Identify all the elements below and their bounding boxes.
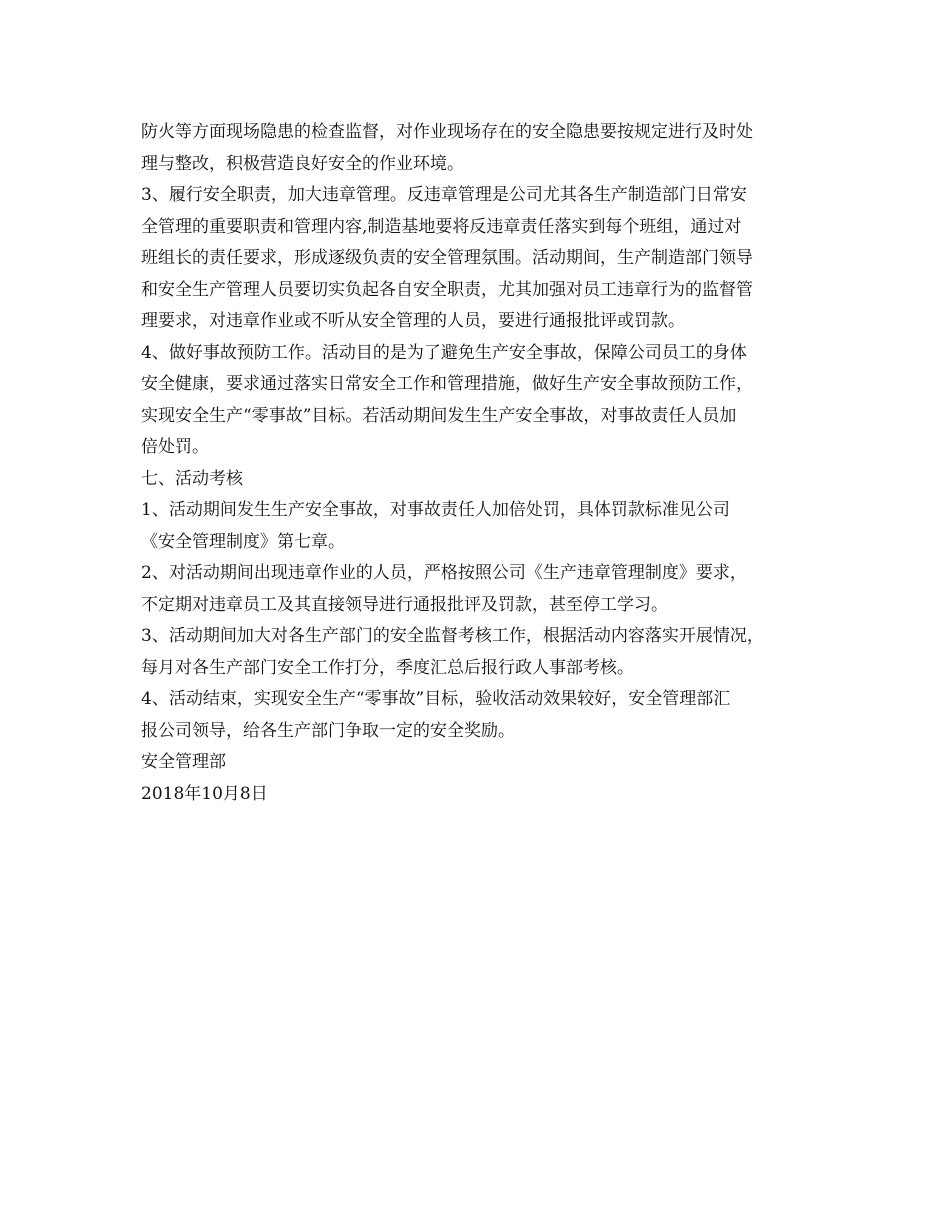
text-line: 4、活动结束，实现安全生产“零事故”目标，验收活动效果较好，安全管理部汇 xyxy=(141,689,731,709)
text-line: 实现安全生产“零事故”目标。若活动期间发生生产安全事故，对事故责任人员加 xyxy=(141,405,737,426)
text-line: 《安全管理制度》第七章。 xyxy=(141,531,345,552)
text-line: 安全健康，要求通过落实日常安全工作和管理措施，做好生产安全事故预防工作， xyxy=(141,374,753,394)
text-line: 班组长的责任要求，形成逐级负责的安全管理氛围。活动期间，生产制造部门领导 xyxy=(141,248,753,268)
document-body xyxy=(141,117,811,810)
text-line: 全管理的重要职责和管理内容,制造基地要将反违章责任落实到每个班组，通过对 xyxy=(141,216,742,237)
text-line: 不定期对违章员工及其直接领导进行通报批评及罚款，甚至停工学习。 xyxy=(141,594,668,615)
section-heading: 七、活动考核 xyxy=(141,468,243,489)
text-line: 理要求，对违章作业或不听从安全管理的人员，要进行通报批评或罚款。 xyxy=(141,311,685,331)
text-line: 1、活动期间发生生产安全事故，对事故责任人加倍处罚，具体罚款标准见公司 xyxy=(141,500,730,520)
text-line: 3、活动期间加大对各生产部门的安全监督考核工作，根据活动内容落实开展情况， xyxy=(141,626,764,646)
text-line: 倍处罚。 xyxy=(141,437,209,457)
text-line: 2、对活动期间出现违章作业的人员，严格按照公司《生产违章管理制度》要求， xyxy=(141,563,747,583)
text-line: 3、履行安全职责，加大违章管理。反违章管理是公司尤其各生产制造部门日常安 xyxy=(141,185,747,205)
text-line: 和安全生产管理人员要切实负起各自安全职责，尤其加强对员工违章行为的监督管 xyxy=(141,279,753,300)
text-line: 每月对各生产部门安全工作打分，季度汇总后报行政人事部考核。 xyxy=(141,657,634,678)
text-line: 理与整改，积极营造良好安全的作业环境。 xyxy=(141,153,464,174)
text-line: 防火等方面现场隐患的检查监督，对作业现场存在的安全隐患要按规定进行及时处 xyxy=(141,122,753,142)
signature-department: 安全管理部 xyxy=(141,752,226,772)
text-line: 4、做好事故预防工作。活动目的是为了避免生产安全事故，保障公司员工的身体 xyxy=(141,342,747,363)
signature-date: 2018年10月8日 xyxy=(141,783,268,804)
text-line: 报公司领导，给各生产部门争取一定的安全奖励。 xyxy=(141,720,515,741)
